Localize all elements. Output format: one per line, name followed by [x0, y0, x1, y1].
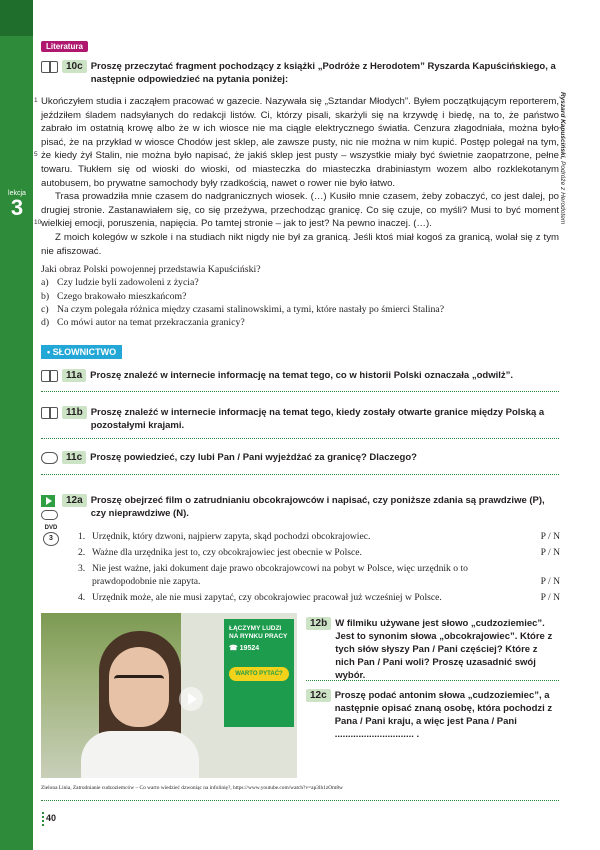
exercise-10c: [41, 60, 561, 86]
left-margin-bar: [0, 0, 33, 850]
true-false-choice[interactable]: P / N: [540, 592, 560, 603]
poster: [224, 619, 294, 727]
true-false-choice[interactable]: P / N: [540, 547, 560, 558]
true-false-choice[interactable]: P / N: [540, 576, 560, 587]
exercise-number: 12b: [306, 617, 331, 630]
comprehension-questions: [41, 263, 551, 329]
dvd-number: 3: [43, 532, 59, 546]
play-button-icon[interactable]: [179, 687, 203, 711]
section-divider: [41, 800, 559, 801]
source-title: Podróże z Herodotem: [559, 161, 566, 225]
speech-icon: [41, 452, 58, 464]
section-divider: [306, 680, 559, 681]
line-number: 10: [34, 219, 42, 226]
lesson-marker: [2, 190, 32, 219]
category-badge: Literatura: [41, 41, 88, 52]
video-caption: Zielona Linia, Zatrudnianie cudzoziemców – Co warto wiedzieć dzwoniąc na infolinię?, https://www.youtube.com/watch?v=ap3lh1zOm8w: [41, 785, 343, 791]
true-false-item: 3. Nie jest ważne, jaki dokument daje prawo obcokrajowcowi na pobyt w Polsce, więc urzędnik o to prawdopodobnie nie zapyta. P / N: [78, 563, 560, 587]
exercise-11c: [41, 451, 560, 464]
exercise-12b: [306, 617, 555, 682]
book-icon: [41, 61, 58, 73]
exercise-number: 12c: [306, 689, 331, 702]
page-number-marker: [42, 812, 45, 826]
exercise-instruction: W filmiku używane jest słowo „cudzoziemiec”. Jest to synonim słowa „obcokrajowiec”. Które z tych słów słyszy Pan / Pani częściej? Które z nich Pan / Pani woli? Proszę uzasadnić swój wybór.: [335, 618, 553, 681]
dvd-label: DVD: [44, 525, 58, 531]
exercise-11a: [41, 369, 560, 382]
video-play-icon: [41, 495, 55, 507]
page-number: 40: [46, 813, 57, 823]
true-false-item: 1. Urzędnik, który dzwoni, najpierw zapyta, skąd pochodzi obcokrajowiec. P / N: [78, 531, 560, 542]
section-divider: [41, 438, 559, 439]
dvd-icon: [41, 524, 61, 546]
line-number: 1: [34, 97, 38, 104]
exercise-instruction: Proszę znaleźć w internecie informację na temat tego, kiedy zostały otwarte granice między Polską a pozostałymi krajami.: [90, 407, 545, 431]
true-false-choice[interactable]: P / N: [540, 531, 560, 542]
video-thumbnail[interactable]: [41, 613, 297, 778]
section-divider: [41, 474, 559, 475]
section-divider: [41, 391, 559, 392]
exercise-instruction: Proszę podać antonim słowa „cudzoziemiec”, a następnie opisać znaną osobę, która pochodzi z Pana / Pani kraju, a więc jest Pana / Pani .............................. .: [334, 690, 553, 740]
question-item: c) Na czym polegała różnica między czasami stalinowskimi, a tymi, które nastały po śmierci Stalina?: [41, 303, 445, 315]
person-body: [81, 731, 199, 778]
exercise-instruction: Proszę znaleźć w internecie informację na temat tego, co w historii Polski oznaczała „odwilż”.: [90, 370, 514, 381]
question-item: a) Czy ludzie byli zadowoleni z życia?: [41, 277, 199, 289]
questions-lead: Jaki obraz Polski powojennej przedstawia Kapuściński?: [41, 264, 261, 275]
source-author: Ryszard Kapuściński,: [559, 92, 566, 160]
glasses: [114, 675, 164, 687]
excerpt-paragraph: Trasa prowadziła mnie czasem do nadgranicznych wiosek. (…) Kusiło mnie czasem, żeby zobaczyć, co jest dalej, po drugiej stronie. Zastanawiałem się, co się przeżywa, przechodząc granicę. Co się czuje, co myśli? Musi to być moment wielkiej emocji, poruszenia, napięcia. Po tamtej stronie – jak to jest? Na pewno inaczej. (…).: [41, 191, 559, 230]
exercise-instruction: Proszę obejrzeć film o zatrudnianiu obcokrajowców i napisać, czy poniższe zdania są prawdziwe (P), czy nieprawdziwe (N).: [90, 495, 545, 519]
poster-phone: ☎ 19524: [229, 645, 260, 652]
true-false-item: 2. Ważne dla urzędnika jest to, czy obcokrajowiec jest obecnie w Polsce. P / N: [78, 547, 560, 558]
exercise-number: 10c: [62, 60, 87, 73]
exercise-number: 12a: [62, 494, 87, 507]
left-margin-bar-top: [0, 0, 33, 36]
poster-text: NA RYNKU PRACY: [229, 633, 288, 640]
excerpt-paragraph: Z moich kolegów w szkole i na studiach nikt nigdy nie był za granicą. Jeśli ktoś miał kogoś za granicą, wolał się z tym nie afiszować.: [41, 231, 559, 257]
question-item: d) Co mówi autor na temat przekraczania granicy?: [41, 317, 245, 329]
exercise-12c: [306, 689, 555, 741]
true-false-item: 4. Urzędnik może, ale nie musi zapytać, czy obcokrajowiec pracował już wcześniej w Polsce. P / N: [78, 592, 560, 603]
speech-icon: [41, 510, 58, 520]
lesson-label: lekcja: [8, 190, 26, 197]
exercise-instruction: Proszę powiedzieć, czy lubi Pan / Pani wyjeżdżać za granicę? Dlaczego?: [90, 452, 417, 463]
question-item: b) Czego brakowało mieszkańcom?: [41, 290, 187, 302]
book-icon: [41, 407, 58, 419]
exercise-number: 11a: [62, 369, 86, 382]
true-false-list: [78, 530, 560, 607]
exercise-number: 11c: [62, 451, 86, 464]
book-icon: [41, 370, 58, 382]
poster-badge: WARTO PYTAĆ?: [229, 667, 289, 681]
lesson-number: 3: [10, 195, 24, 220]
vocabulary-header: • SŁOWNICTWO: [41, 345, 122, 359]
exercise-number: 11b: [62, 406, 87, 419]
person-face: [109, 647, 169, 727]
poster-text: ŁĄCZYMY LUDZI: [229, 625, 282, 632]
exercise-12a: [41, 494, 561, 520]
exercise-11b: [41, 406, 561, 432]
excerpt-source: [556, 92, 566, 232]
excerpt-paragraph: Ukończyłem studia i zacząłem pracować w gazecie. Nazywała się „Sztandar Młodych”. Byłem początkującym reporterem, jeździłem śladem nadsyłanych do redakcji listów. Ci, którzy pisali, skarżyli się na krzywdę i biedę, na to, że państwo zabrało im ostatnią krowę albo że w ich wiosce nie ma ciągle elektrycznego światła. Cenzura złagodniała, można było pisać, że na przykład w wiosce Chodów jest sklep, ale zawsze pusty, nic nie można w nim kupić. Postęp polegał na tym, że kiedy żył Stalin, nie można było napisać, że jakiś sklep jest pusty – wszystkie miały być świetnie zaopatrzone, pełne towaru. Tłukłem się od wioski do wioski, od miasteczka do miasteczka drabiniastym wozem albo rozklekotanym autobusem, bo prywatne samochody były rzadkością, nawet o rower nie było łatwo.: [41, 96, 559, 189]
exercise-instruction: Proszę przeczytać fragment pochodzący z książki „Podróże z Herodotem” Ryszarda Kapuścińskiego, a następnie odpowiedzieć na pytania poniżej:: [90, 61, 556, 85]
book-excerpt: [41, 95, 559, 258]
line-number: 5: [34, 151, 38, 158]
